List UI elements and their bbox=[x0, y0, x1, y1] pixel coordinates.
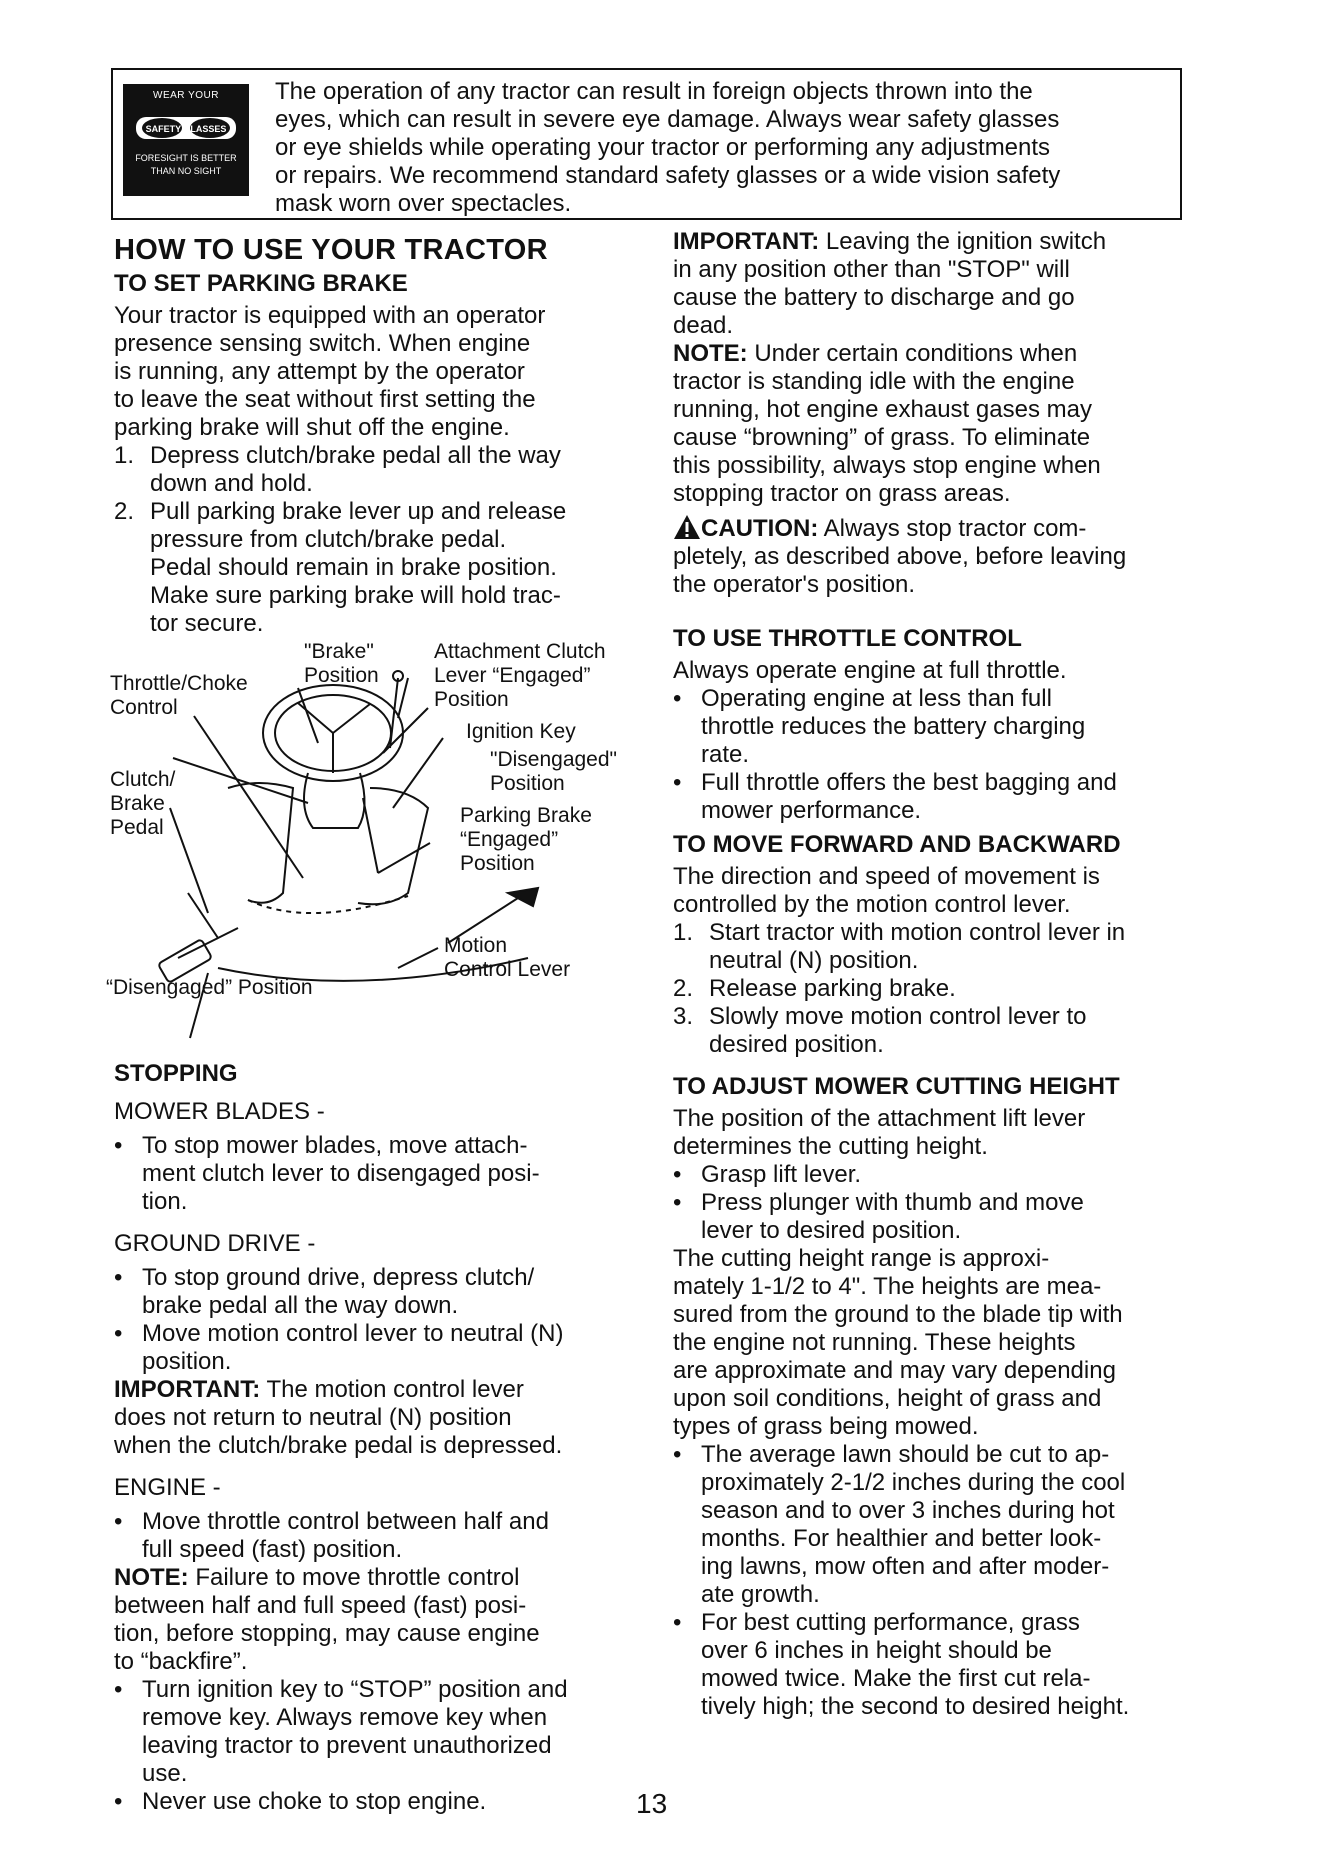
text-line: For best cutting performance, grass bbox=[701, 1609, 1080, 1636]
text-line: cause the battery to discharge and go bbox=[673, 284, 1075, 311]
parking-steps bbox=[108, 442, 638, 638]
label-line: Lever “Engaged” bbox=[434, 664, 591, 687]
warning-line: eyes, which can result in severe eye damage. Always wear safety glasses bbox=[275, 106, 1060, 133]
warning-line: mask worn over spectacles. bbox=[275, 190, 572, 217]
list-item: • Grasp lift lever. bbox=[673, 1161, 862, 1188]
text-line: lever to desired position. bbox=[701, 1217, 962, 1244]
text-line: tor secure. bbox=[150, 610, 264, 637]
text-line: between half and full speed (fast) posi- bbox=[114, 1592, 527, 1619]
text-line: pressure from clutch/brake pedal. bbox=[150, 526, 507, 553]
text-line: Depress clutch/brake pedal all the way bbox=[150, 442, 561, 469]
list-item: • Turn ignition key to “STOP” position and remove key. Always remove key when leaving tractor to prevent unauthorized use. bbox=[114, 1676, 568, 1787]
disengaged-position-label: “Disengaged” Position bbox=[106, 976, 313, 999]
warning-line: or eye shields while operating your tractor or performing any adjustments bbox=[275, 134, 1051, 161]
text-line: pletely, as described above, before leaving bbox=[673, 543, 1127, 570]
label-line: Position bbox=[304, 664, 379, 687]
text-line: Turn ignition key to “STOP” position and bbox=[142, 1676, 568, 1703]
text-line: ate growth. bbox=[701, 1581, 820, 1608]
text-line: ment clutch lever to disengaged posi- bbox=[142, 1160, 540, 1187]
text-line: down and hold. bbox=[150, 470, 313, 497]
label-line: Brake bbox=[110, 792, 165, 815]
section-title: HOW TO USE YOUR TRACTOR bbox=[114, 234, 548, 266]
engine-bullets-2 bbox=[108, 1676, 638, 1816]
text-line: The direction and speed of movement is bbox=[673, 863, 1100, 890]
badge-bottom-1: FORESIGHT IS BETTER bbox=[135, 153, 237, 163]
text-line: mately 1-1/2 to 4". The heights are mea- bbox=[673, 1273, 1102, 1300]
text-line: desired position. bbox=[709, 1031, 884, 1058]
clutch-brake-pedal-label bbox=[110, 768, 175, 840]
throttle-intro: Always operate engine at full throttle. bbox=[673, 657, 1067, 684]
text-line: the operator's position. bbox=[673, 571, 916, 598]
caution-note bbox=[673, 514, 1193, 599]
text-line: Press plunger with thumb and move bbox=[701, 1189, 1084, 1216]
left-column bbox=[108, 228, 638, 1816]
text-line: Pedal should remain in brake position. bbox=[150, 554, 557, 581]
step-number: 2. bbox=[673, 975, 694, 1002]
cutting-height-intro bbox=[673, 1105, 1193, 1161]
text-line: Your tractor is equipped with an operator bbox=[114, 302, 546, 329]
safety-glasses-badge bbox=[123, 84, 249, 196]
important-label: IMPORTANT: bbox=[114, 1376, 261, 1403]
text-line: To stop mower blades, move attach- bbox=[142, 1132, 528, 1159]
text-line: determines the cutting height. bbox=[673, 1133, 988, 1160]
caution-label: CAUTION: bbox=[701, 515, 819, 542]
text-line: The motion control lever bbox=[260, 1376, 524, 1403]
step-number: 3. bbox=[673, 1003, 694, 1030]
text-line: tion. bbox=[142, 1188, 188, 1215]
parking-brake-label bbox=[460, 804, 592, 876]
safety-glasses-icon bbox=[134, 105, 238, 151]
label-line: Clutch/ bbox=[110, 768, 176, 791]
text-line: ing lawns, mow often and after moder- bbox=[701, 1553, 1110, 1580]
brake-position-label bbox=[304, 640, 379, 688]
text-line: the engine not running. These heights bbox=[673, 1329, 1076, 1356]
cutting-height-bullets bbox=[673, 1161, 1193, 1245]
text-line: proximately 2-1/2 inches during the cool bbox=[701, 1469, 1126, 1496]
attachment-clutch-label bbox=[434, 640, 606, 712]
safety-warning-box bbox=[111, 68, 1182, 220]
list-item bbox=[114, 498, 638, 638]
text-line: types of grass being mowed. bbox=[673, 1413, 979, 1440]
label-line: "Brake" bbox=[304, 640, 374, 663]
text-line: over 6 inches in height should be bbox=[701, 1637, 1052, 1664]
text-line: Leaving the ignition switch bbox=[819, 228, 1107, 255]
text-line: tively high; the second to desired height. bbox=[701, 1693, 1130, 1720]
important-label: IMPORTANT: bbox=[673, 228, 820, 255]
list-item: • For best cutting performance, grass over 6 inches in height should be mowed twice. Make the first cut rela- tively high; the second to desired height. bbox=[673, 1609, 1130, 1720]
text-line: months. For healthier and better look- bbox=[701, 1525, 1102, 1552]
text-line: The position of the attachment lift lever bbox=[673, 1105, 1086, 1132]
lawn-bullets bbox=[673, 1441, 1193, 1721]
text-line: to “backfire”. bbox=[114, 1648, 248, 1675]
warning-text bbox=[275, 78, 1175, 218]
cutting-height-paragraph bbox=[673, 1245, 1193, 1441]
list-item: • Operating engine at less than full throttle reduces the battery charging rate. bbox=[673, 685, 1086, 768]
text-line: mowed twice. Make the first cut rela- bbox=[701, 1665, 1091, 1692]
motion-control-lever-label bbox=[444, 934, 570, 982]
text-line: Pull parking brake lever up and release bbox=[150, 498, 567, 525]
text-line: Never use choke to stop engine. bbox=[142, 1788, 487, 1815]
text-line: controlled by the motion control lever. bbox=[673, 891, 1071, 918]
list-item bbox=[673, 975, 1193, 1003]
ground-bullets bbox=[108, 1264, 638, 1376]
text-line: are approximate and may vary depending bbox=[673, 1357, 1116, 1384]
text-line: Grasp lift lever. bbox=[701, 1161, 862, 1188]
text-line: rate. bbox=[701, 741, 750, 768]
engine-bullets bbox=[108, 1508, 638, 1564]
step-number: 2. bbox=[114, 498, 135, 525]
text-line: upon soil conditions, height of grass and bbox=[673, 1385, 1102, 1412]
disengaged-label bbox=[490, 748, 617, 796]
note-label: NOTE: bbox=[114, 1564, 189, 1591]
text-line: brake pedal all the way down. bbox=[142, 1292, 459, 1319]
throttle-heading: TO USE THROTTLE CONTROL bbox=[673, 625, 1022, 652]
engine-note bbox=[114, 1564, 638, 1676]
text-line: stopping tractor on grass areas. bbox=[673, 480, 1011, 507]
text-line: running, hot engine exhaust gases may bbox=[673, 396, 1092, 423]
text-line: Release parking brake. bbox=[709, 975, 956, 1002]
label-line: Control Lever bbox=[444, 958, 571, 981]
text-line: The cutting height range is approxi- bbox=[673, 1245, 1050, 1272]
mower-blades-heading: MOWER BLADES - bbox=[114, 1098, 325, 1125]
text-line: in any position other than "STOP" will bbox=[673, 256, 1070, 283]
label-line: “Engaged” bbox=[460, 828, 559, 851]
text-line: remove key. Always remove key when bbox=[142, 1704, 548, 1731]
label-line: Attachment Clutch bbox=[434, 640, 606, 663]
text-line: Make sure parking brake will hold trac- bbox=[150, 582, 561, 609]
text-line: parking brake will shut off the engine. bbox=[114, 414, 510, 441]
warning-triangle-icon bbox=[673, 514, 701, 540]
list-item bbox=[114, 442, 638, 498]
text-line: this possibility, always stop engine when bbox=[673, 452, 1101, 479]
text-line: Move motion control lever to neutral (N) bbox=[142, 1320, 564, 1347]
text-line: Start tractor with motion control lever in bbox=[709, 919, 1126, 946]
label-line: Throttle/Choke bbox=[110, 672, 248, 695]
label-line: Pedal bbox=[110, 816, 164, 839]
step-number: 1. bbox=[673, 919, 694, 946]
tractor-controls-diagram bbox=[108, 638, 648, 1058]
list-item: • Move motion control lever to neutral (N) position. bbox=[114, 1320, 564, 1375]
move-steps bbox=[673, 919, 1193, 1059]
page-number: 13 bbox=[636, 1788, 668, 1819]
engine-heading: ENGINE - bbox=[114, 1474, 221, 1501]
throttle-choke-label bbox=[110, 672, 248, 720]
text-line: Move throttle control between half and bbox=[142, 1508, 549, 1535]
text-line: presence sensing switch. When engine bbox=[114, 330, 531, 357]
label-line: Motion bbox=[444, 934, 508, 957]
blades-bullets bbox=[108, 1132, 638, 1216]
text-line: position. bbox=[142, 1348, 232, 1375]
text-line: to leave the seat without first setting the bbox=[114, 386, 536, 413]
text-line: when the clutch/brake pedal is depressed. bbox=[114, 1432, 563, 1459]
list-item: • The average lawn should be cut to ap- proximately 2-1/2 inches during the cool season and to over 3 inches during hot months. For healthier and better look- ing lawns, mow often and after moder- ate growth. bbox=[673, 1441, 1126, 1608]
right-column bbox=[673, 228, 1193, 1721]
list-item: • Press plunger with thumb and move lever to desired position. bbox=[673, 1189, 1084, 1244]
text-line: season and to over 3 inches during hot bbox=[701, 1497, 1115, 1524]
text-line: leaving tractor to prevent unauthorized bbox=[142, 1732, 552, 1759]
ignition-key-label: Ignition Key bbox=[466, 720, 576, 743]
stopping-heading: STOPPING bbox=[114, 1060, 238, 1087]
text-line: dead. bbox=[673, 312, 734, 339]
note-label: NOTE: bbox=[673, 340, 748, 367]
text-line: sured from the ground to the blade tip with bbox=[673, 1301, 1123, 1328]
label-line: Position bbox=[490, 772, 565, 795]
text-line: use. bbox=[142, 1760, 188, 1787]
badge-top-text: WEAR YOUR bbox=[153, 90, 219, 101]
cutting-height-heading: TO ADJUST MOWER CUTTING HEIGHT bbox=[673, 1073, 1120, 1100]
text-line: Slowly move motion control lever to bbox=[709, 1003, 1087, 1030]
badge-bottom-2: THAN NO SIGHT bbox=[150, 166, 222, 176]
ground-drive-heading: GROUND DRIVE - bbox=[114, 1230, 316, 1257]
list-item: • To stop ground drive, depress clutch/ brake pedal all the way down. bbox=[114, 1264, 535, 1319]
list-item bbox=[673, 919, 1193, 975]
parking-intro bbox=[114, 302, 638, 442]
important-ignition-note bbox=[673, 228, 1193, 340]
text-line: is running, any attempt by the operator bbox=[114, 358, 525, 385]
label-line: Position bbox=[434, 688, 509, 711]
text-line: Failure to move throttle control bbox=[188, 1564, 520, 1591]
important-note bbox=[114, 1376, 638, 1460]
text-line: The average lawn should be cut to ap- bbox=[701, 1441, 1110, 1468]
label-line: "Disengaged" bbox=[490, 748, 617, 771]
warning-line: The operation of any tractor can result in foreign objects thrown into the bbox=[275, 78, 1033, 105]
label-line: Position bbox=[460, 852, 535, 875]
text-line: mower performance. bbox=[701, 797, 922, 824]
text-line: full speed (fast) position. bbox=[142, 1536, 403, 1563]
badge-mid-text: SAFETY GLASSES bbox=[145, 124, 227, 134]
list-item: • To stop mower blades, move attach- ment clutch lever to disengaged posi- tion. bbox=[114, 1132, 540, 1215]
list-item: • Never use choke to stop engine. bbox=[114, 1788, 487, 1815]
move-heading: TO MOVE FORWARD AND BACKWARD bbox=[673, 831, 1121, 858]
list-item: • Move throttle control between half and full speed (fast) position. bbox=[114, 1508, 549, 1563]
warning-line: or repairs. We recommend standard safety glasses or a wide vision safety bbox=[275, 162, 1061, 189]
text-line: tion, before stopping, may cause engine bbox=[114, 1620, 540, 1647]
list-item bbox=[673, 1003, 1193, 1059]
move-intro bbox=[673, 863, 1193, 919]
text-line: neutral (N) position. bbox=[709, 947, 919, 974]
text-line: Operating engine at less than full bbox=[701, 685, 1052, 712]
text-line: throttle reduces the battery charging bbox=[701, 713, 1086, 740]
parking-brake-heading: TO SET PARKING BRAKE bbox=[114, 270, 408, 297]
step-number: 1. bbox=[114, 442, 135, 469]
text-line: tractor is standing idle with the engine bbox=[673, 368, 1075, 395]
text-line: To stop ground drive, depress clutch/ bbox=[142, 1264, 535, 1291]
text-line: cause “browning” of grass. To eliminate bbox=[673, 424, 1091, 451]
text-line: Under certain conditions when bbox=[747, 340, 1078, 367]
list-item: • Full throttle offers the best bagging and mower performance. bbox=[673, 769, 1117, 824]
text-line: Always stop tractor com- bbox=[818, 515, 1087, 542]
text-line: Full throttle offers the best bagging and bbox=[701, 769, 1117, 796]
browning-note bbox=[673, 340, 1193, 508]
label-line: Parking Brake bbox=[460, 804, 592, 827]
text-line: does not return to neutral (N) position bbox=[114, 1404, 512, 1431]
label-line: Control bbox=[110, 696, 178, 719]
throttle-bullets bbox=[673, 685, 1193, 825]
